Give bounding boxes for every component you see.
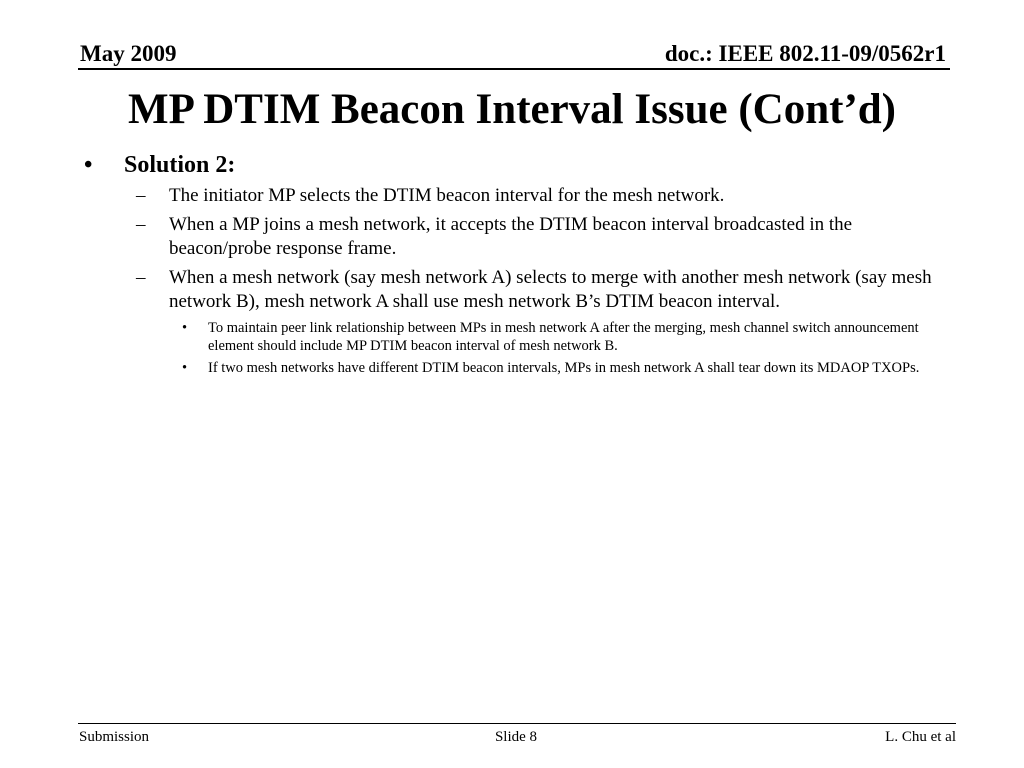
small-bullet-marker: •	[182, 360, 188, 376]
small-bullet-marker: •	[182, 320, 188, 336]
footer-submission: Submission	[79, 729, 150, 745]
dash-marker: –	[136, 267, 146, 288]
sub-bullet-1	[82, 184, 952, 208]
footer-author: L. Chu et al	[885, 729, 956, 745]
slide-title: MP DTIM Beacon Interval Issue (Cont’d)	[128, 86, 896, 133]
dash-marker: –	[136, 214, 146, 235]
sub-sub-bullet-text: If two mesh networks have different DTIM beacon intervals, MPs in mesh network A shall tear down its MDAOP TXOPs.	[208, 360, 920, 376]
sub-bullet-text: When a MP joins a mesh network, it accepts the DTIM beacon interval broadcasted in the beacon/probe response frame.	[169, 214, 853, 259]
footer-slide-number: Slide 8	[494, 729, 538, 745]
bullet-solution-2	[82, 150, 952, 180]
bullet-text: Solution 2:	[124, 152, 236, 178]
header-divider	[78, 68, 950, 70]
sub-sub-bullet-2	[82, 359, 952, 377]
footer-divider	[78, 723, 956, 724]
sub-bullet-text: The initiator MP selects the DTIM beacon interval for the mesh network.	[169, 185, 725, 206]
sub-bullet-2	[82, 213, 952, 261]
slide-content	[82, 150, 952, 381]
sub-sub-bullet-1	[82, 319, 952, 355]
sub-bullet-3	[82, 266, 952, 314]
sub-bullet-text: When a mesh network (say mesh network A) selects to merge with another mesh network (say mesh network B), mesh network A shall use mesh network B’s DTIM beacon interval.	[169, 267, 932, 312]
header-doc-id: doc.: IEEE 802.11-09/0562r1	[664, 41, 946, 66]
sub-sub-bullet-text: To maintain peer link relationship between MPs in mesh network A after the merging, mesh channel switch announcement element should include MP DTIM beacon interval of mesh network B.	[208, 320, 919, 354]
header-date: May 2009	[80, 41, 177, 66]
bullet-marker: •	[84, 152, 93, 178]
dash-marker: –	[136, 185, 146, 206]
